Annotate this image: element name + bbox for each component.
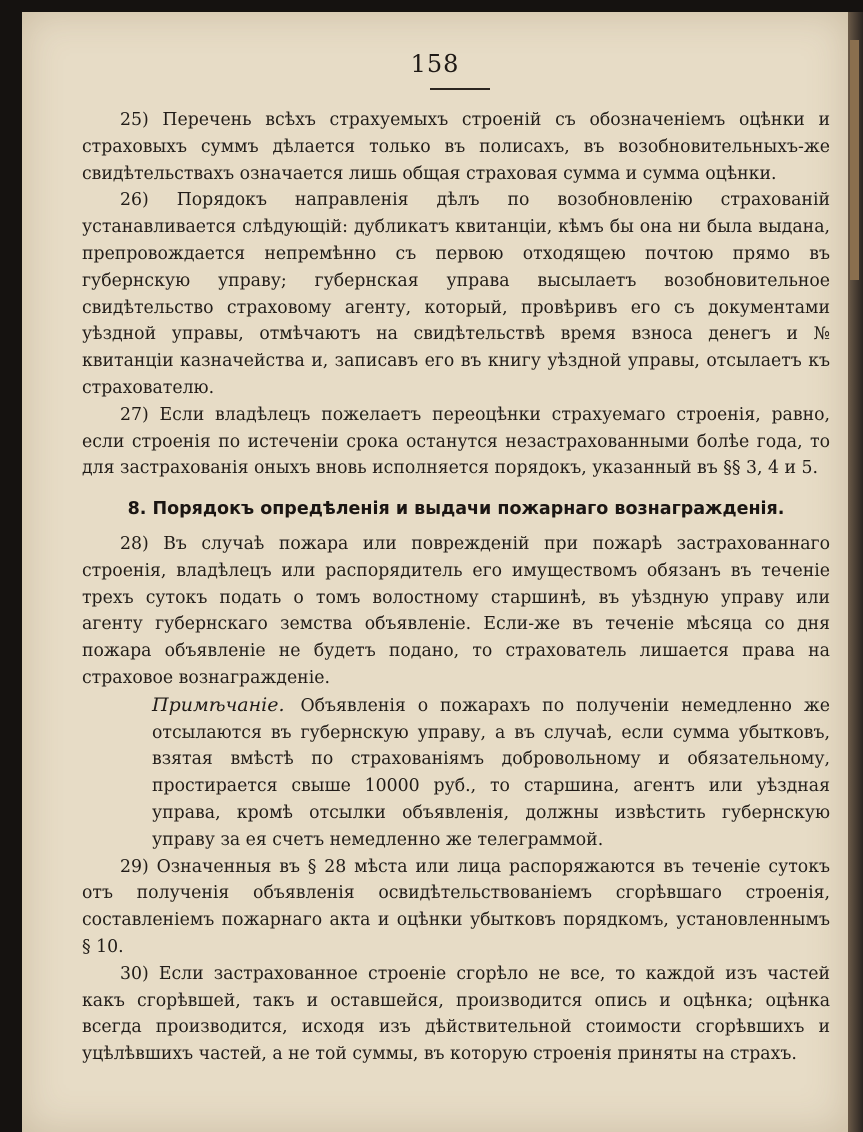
note-label: Примѣчаніе. <box>152 693 285 716</box>
paragraph-28: 28) Въ случаѣ пожара или поврежденій при пожарѣ застрахованнаго строенія, владѣлецъ или распорядитель его имуществомъ обязанъ въ теченіе трехъ сутокъ подать о томъ волостному старшинѣ, въ уѣздную управу или агенту губернскаго земства объявленіе. Если-же въ теченіе мѣсяца со дня пожара объявленіе не будетъ подано, то страхователь лишается права на страховое вознагражденіе. <box>82 533 830 688</box>
paragraph-29: 29) Означенныя въ § 28 мѣста или лица распоряжаются въ теченіе сутокъ отъ полученія объявленія освидѣтельствованіемъ сгорѣвшаго строенія, составленіемъ пожарнаго акта и оцѣнки убытковъ порядкомъ, установленнымъ § 10. <box>82 856 830 957</box>
book-page <box>22 12 848 1132</box>
paragraph-27: 27) Если владѣлецъ пожелаетъ переоцѣнки страхуемаго строенія, равно, если строенія по истеченіи срока останутся незастрахованными болѣе года, то для застрахованія оныхъ вновь исполняется порядокъ, указанный въ §§ 3, 4 и 5. <box>82 404 830 479</box>
note-block <box>82 692 830 854</box>
note-text: Объявленія о пожарахъ по полученіи немедленно же отсылаются въ губернскую управу, а въ случаѣ, если сумма убытковъ, взятая вмѣстѣ по страхованіямъ добровольному и обязательному, простирается свыше 10000 руб., то старшина, агентъ или уѣздная управа, кромѣ отсылки объявленія, должны извѣстить губернскую управу за ея счетъ немедленно же телеграммой. <box>152 695 830 850</box>
paragraph-26: 26) Порядокъ направленія дѣлъ по возобновленію страхованій устанавливается слѣдующій: дубликатъ квитанціи, кѣмъ бы она ни была выдана, препровождается непремѣнно съ первою отходящею почтою прямо въ губернскую управу; губернская управа высылаетъ возобновительное свидѣтельство страховому агенту, который, провѣривъ его съ документами уѣздной управы, отмѣчаютъ на свидѣтельствѣ время взноса денегъ и № квитанціи казначейства и, записавъ его въ книгу уѣздной управы, отсылаетъ къ страхователю. <box>82 190 830 398</box>
page-number: 158 <box>410 50 460 78</box>
binding-strip <box>850 40 859 280</box>
page-body <box>82 107 830 1068</box>
page-number-underline <box>430 88 490 90</box>
paragraph-25: 25) Перечень всѣхъ страхуемыхъ строеній съ обозначеніемъ оцѣнки и страховыхъ суммъ дѣлается только въ полисахъ, въ возобновительныхъ-же свидѣтельствахъ означается лишь общая страховая сумма и сумма оцѣнки. <box>82 110 830 184</box>
section-heading: 8. Порядокъ опредѣленія и выдачи пожарнаго вознагражденія. <box>127 499 785 520</box>
paragraph-30: 30) Если застрахованное строеніе сгорѣло не все, то каждой изъ частей какъ сгорѣвшей, такъ и оставшейся, производится опись и оцѣнка; оцѣнка всегда производится, исходя изъ дѣйствительной стоимости сгорѣвшихъ и уцѣлѣвшихъ частей, а не той суммы, въ которую строенія приняты на страхъ. <box>82 963 830 1065</box>
